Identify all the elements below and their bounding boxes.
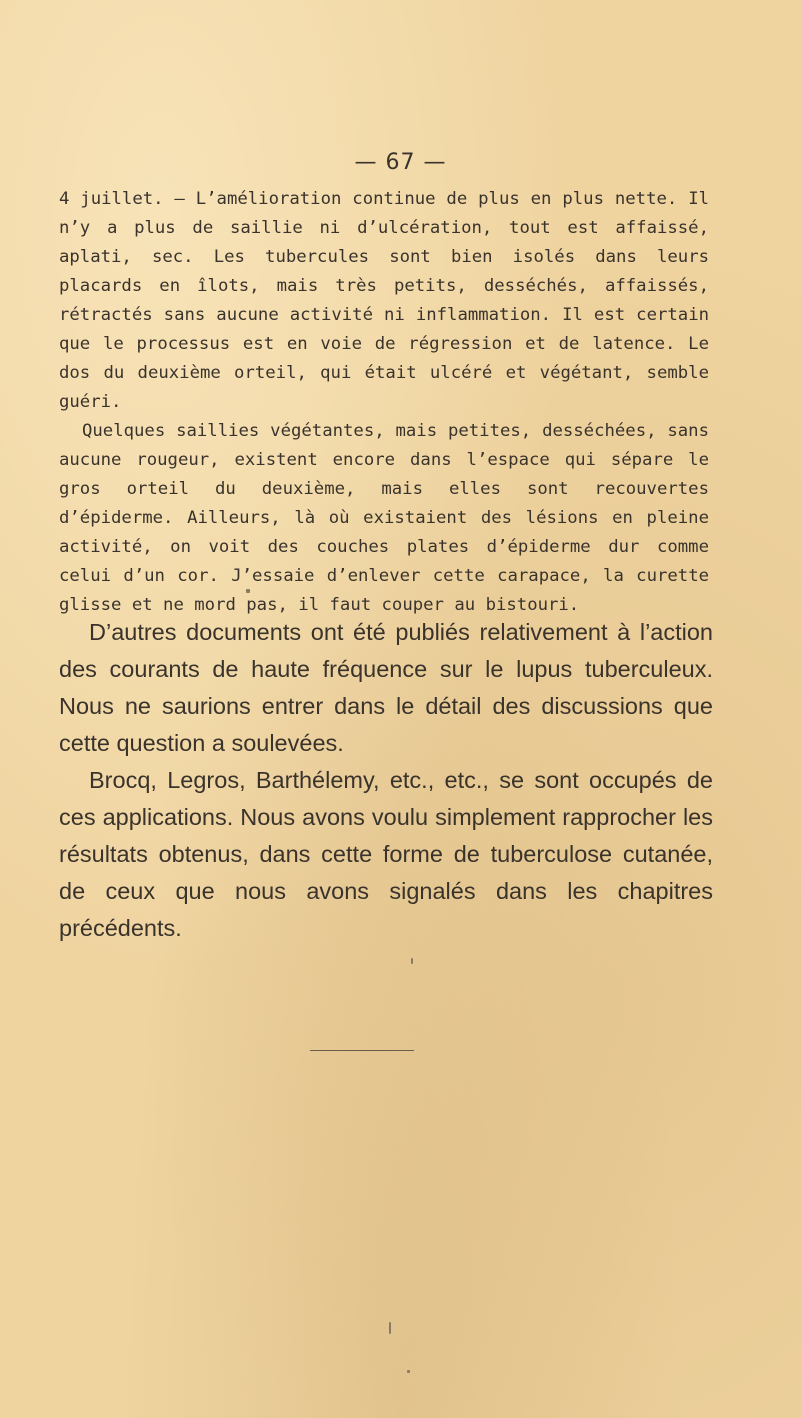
observation-notes xyxy=(59,185,709,620)
commentary-paragraph-2: Brocq, Legros, Barthélemy, etc., etc., se sont occupés de ces applications. Nous avons voulu simplement rapprocher les résultats obtenus, dans cette forme de tuberculose cutanée, de ceux que nous avons signalés dans les chapitres précédents. xyxy=(59,767,713,941)
observation-paragraph-2: Quelques saillies végétantes, mais petites, desséchées, sans aucune rougeur, existent encore dans l’espace qui sépare le gros orteil du deuxième, mais elles sont recouvertes d’épiderme. Ailleurs, là où existaient des lésions en pleine activité, on voit des couches plates d’épiderme dur comme celui d’un cor. J’essaie d’enlever cette carapace, la curette glisse et ne mord pas, il faut couper au bistouri. xyxy=(59,421,709,615)
commentary-paragraph-1: D’autres documents ont été publiés relativement à l’action des courants de haute fréquence sur le lupus tuberculeux. Nous ne saurions entrer dans le détail des discussions que cette question a soulevées. xyxy=(59,619,713,756)
commentary-text xyxy=(59,614,713,947)
paper-speck xyxy=(407,1370,410,1373)
observation-paragraph-1: 4 juillet. — L’amélioration continue de plus en plus nette. Il n’y a plus de saillie ni d’ulcération, tout est affaissé, aplati, sec. Les tubercules sont bien isolés dans leurs placards en îlots, mais très petits, desséchés, affaissés, rétractés sans aucune activité ni inflammation. Il est certain que le processus est en voie de régression et de latence. Le dos du deuxième orteil, qui était ulcéré et végétant, semble guéri. xyxy=(59,189,709,412)
section-end-rule xyxy=(310,1050,414,1051)
paper-speck xyxy=(389,1322,391,1334)
page-number: — 67 — xyxy=(354,150,447,175)
paper-speck xyxy=(246,589,250,593)
paper-speck xyxy=(411,958,413,964)
